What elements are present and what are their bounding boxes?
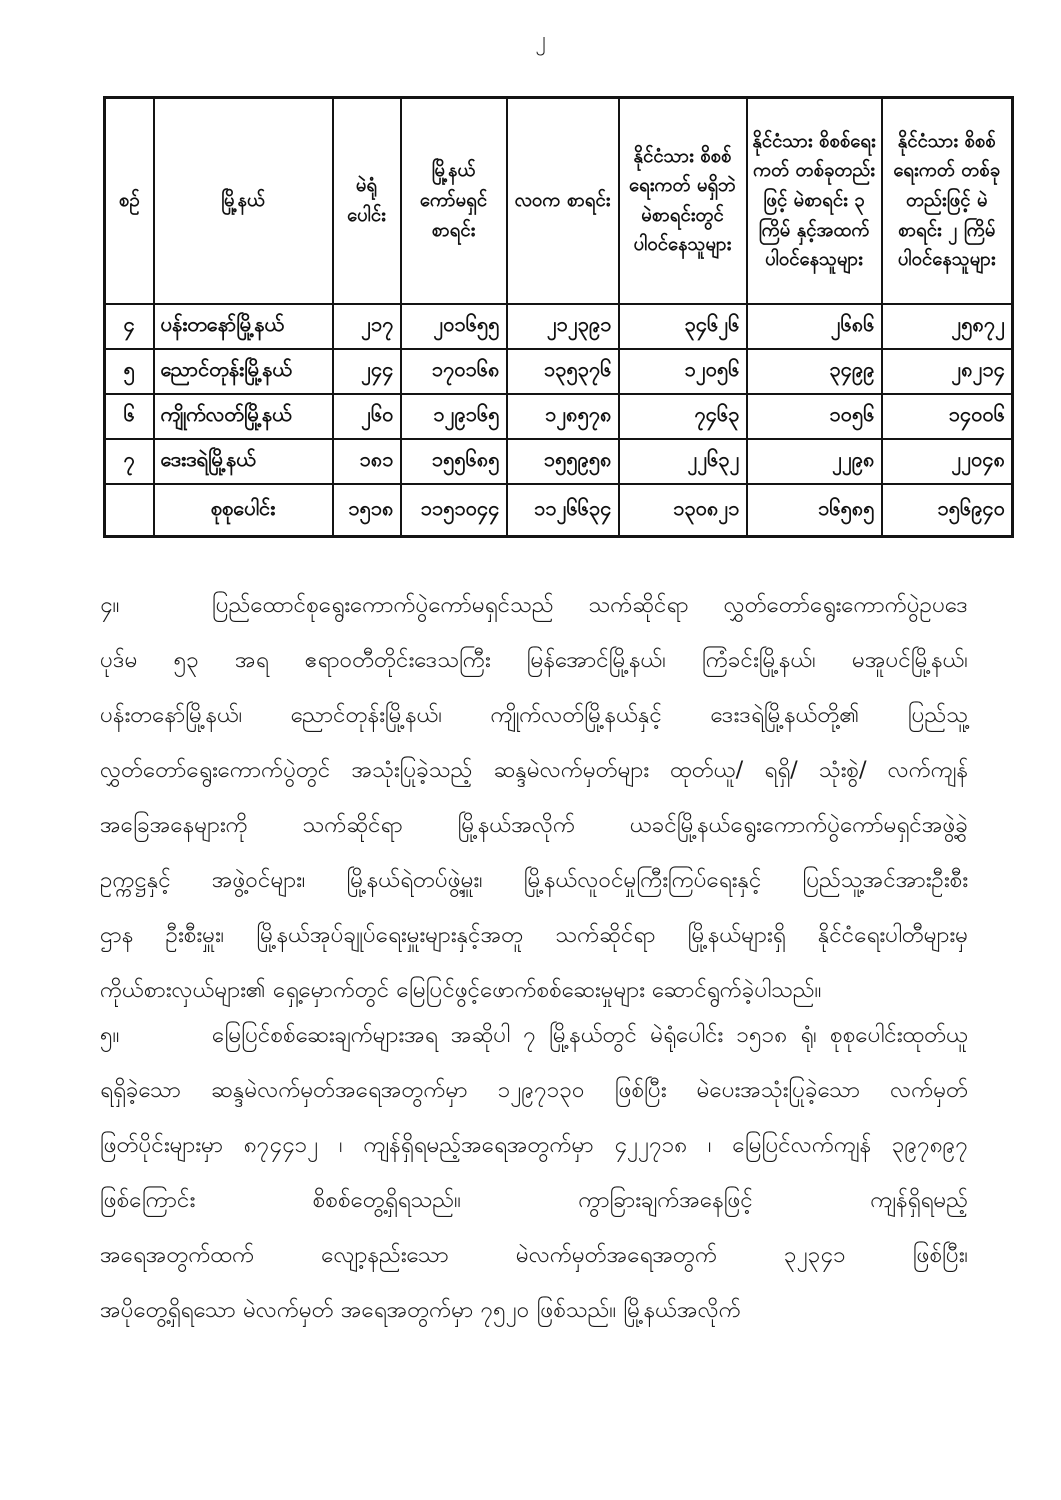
paragraph-line [100, 908, 968, 963]
paragraph-text: ဖြစ်ကြောင်း စိစစ်တွေ့ရှိရသည်။ ကွာခြားချက်အနေဖြင့် ကျန်ရှိရမည့် [100, 1187, 968, 1213]
paragraph-line [100, 688, 968, 743]
cell-stations: ၂၆၀ [333, 394, 401, 439]
cell-immigration-list: ၁၅၅၉၅၈ [507, 439, 619, 484]
cell-empty [105, 484, 154, 537]
paragraph-line [100, 1173, 968, 1228]
paragraph-text: ဥက္ကဋ္ဌနှင့် အဖွဲ့ဝင်များ၊ မြို့နယ်ရဲတပ်ဖွဲ့မှူး၊ မြို့နယ်လူဝင်မှုကြီးကြပ်ရေးနှင့် ပြည်သူ့အင်အားဦးစီး [100, 867, 968, 893]
cell-no-card: ၃၄၆၂၆ [619, 304, 747, 349]
total-card-2-times: ၁၅၆၉၄၀ [882, 484, 1013, 537]
paragraph-line [100, 853, 968, 908]
paragraph-text: ပုဒ်မ ၅၃ အရ ဧရာဝတီတိုင်းဒေသကြီး မြန်အောင်မြို့နယ်၊ ကြံခင်းမြို့နယ်၊ မအူပင်မြို့နယ်၊ [100, 647, 968, 673]
paragraph-line [100, 1228, 968, 1283]
paragraph-line [100, 633, 968, 688]
paragraph-text: မြေပြင်စစ်ဆေးချက်များအရ အဆိုပါ ၇ မြို့နယ်တွင် မဲရုံပေါင်း ၁၅၁၈ ရုံ၊ စုစုပေါင်းထုတ်ယူ [212, 1022, 968, 1048]
cell-serial: ၄ [105, 304, 154, 349]
paragraph-text: ဌာန ဦးစီးမှူး၊ မြို့နယ်အုပ်ချုပ်ရေးမှူးများနှင့်အတူ သက်ဆိုင်ရာ မြို့နယ်များရှိ နိုင်ငံရေးပါတီများမှ [100, 922, 968, 948]
table-row [105, 349, 1013, 394]
paragraph-text: ကိုယ်စားလှယ်များ၏ ရှေ့မှောက်တွင် မြေပြင်ဖွင့်ဖောက်စစ်ဆေးမှုများ ဆောင်ရွက်ခဲ့ပါသည်။ [100, 977, 822, 1003]
total-immigration-list: ၁၁၂၆၆၃၄ [507, 484, 619, 537]
cell-township: ဒေးဒရဲမြို့နယ် [154, 439, 333, 484]
paragraph-text: ပန်းတနော်မြို့နယ်၊ ညောင်တုန်းမြို့နယ်၊ ကျိုက်လတ်မြို့နယ်နှင့် ဒေးဒရဲမြို့နယ်တို့၏ ပြည်သူ့ [100, 702, 968, 728]
paragraph-text: အပိုတွေ့ရှိရသော မဲလက်မှတ် အရေအတွက်မှာ ၇၅၂၀ ဖြစ်သည်။ မြို့နယ်အလိုက် [100, 1297, 741, 1323]
paragraph-number: ၄။ [100, 592, 120, 618]
paragraph-text: လွှတ်တော်ရွေးကောက်ပွဲတွင် အသုံးပြုခဲ့သည့် ဆန္ဒမဲလက်မှတ်များ ထုတ်ယူ/ ရရှိ/ သုံးစွဲ/ လက်ကျန် [100, 757, 968, 783]
cell-card-2-times: ၂၂၀၄၈ [882, 439, 1013, 484]
cell-commission-list: ၁၂၉၁၆၅ [401, 394, 507, 439]
header-immigration-list: လဝက စာရင်း [507, 98, 619, 304]
voter-list-table [103, 96, 1014, 538]
cell-serial: ၇ [105, 439, 154, 484]
cell-card-3-times: ၂၆၈၆ [747, 304, 882, 349]
cell-no-card: ၇၄၆၃ [619, 394, 747, 439]
paragraph-4 [100, 578, 968, 1018]
total-card-3-times: ၁၆၅၈၅ [747, 484, 882, 537]
cell-card-3-times: ၃၄၉၉ [747, 349, 882, 394]
paragraph-5 [100, 1008, 968, 1338]
paragraph-text: ဖြတ်ပိုင်းများမှာ ၈၇၄၄၁၂ ၊ ကျန်ရှိရမည့်အရေအတွက်မှာ ၄၂၂၇၁၈ ၊ မြေပြင်လက်ကျန် ၃၉၇၈၉၇ [100, 1132, 968, 1158]
page-number: ၂ [535, 27, 546, 51]
paragraph-line [100, 1118, 968, 1173]
header-commission-list: မြို့နယ် ကော်မရှင် စာရင်း [401, 98, 507, 304]
header-serial: စဉ် [105, 98, 154, 304]
cell-card-3-times: ၂၂၉၈ [747, 439, 882, 484]
cell-commission-list: ၁၅၅၆၈၅ [401, 439, 507, 484]
header-polling-stations: မဲရုံ ပေါင်း [333, 98, 401, 304]
total-no-card: ၁၃၀၈၂၁ [619, 484, 747, 537]
paragraph-text: အခြေအနေများကို သက်ဆိုင်ရာ မြို့နယ်အလိုက် ယခင်မြို့နယ်ရွေးကောက်ပွဲကော်မရှင်အဖွဲ့ခွဲ [100, 812, 968, 838]
paragraph-number: ၅။ [100, 1022, 120, 1048]
cell-no-card: ၂၂၆၃၂ [619, 439, 747, 484]
header-no-nrc-card: နိုင်ငံသား စိစစ်ရေးကတ် မရှိဘဲ မဲစာရင်းတွင် ပါဝင်နေသူများ [619, 98, 747, 304]
cell-serial: ၅ [105, 349, 154, 394]
cell-card-2-times: ၂၈၂၁၄ [882, 349, 1013, 394]
table-row [105, 394, 1013, 439]
header-same-card-2-times: နိုင်ငံသား စိစစ်ရေးကတ် တစ်ခုတည်းဖြင့် မဲစာရင်း ၂ ကြိမ် ပါဝင်နေသူများ [882, 98, 1013, 304]
total-stations: ၁၅၁၈ [333, 484, 401, 537]
cell-commission-list: ၂၀၁၆၅၅ [401, 304, 507, 349]
cell-commission-list: ၁၇၀၁၆၈ [401, 349, 507, 394]
table-total-row [105, 484, 1013, 537]
paragraph-text: ရရှိခဲ့သော ဆန္ဒမဲလက်မှတ်အရေအတွက်မှာ ၁၂၉၇၁၃၀ ဖြစ်ပြီး မဲပေးအသုံးပြုခဲ့သော လက်မှတ် [100, 1077, 968, 1103]
header-township: မြို့နယ် [154, 98, 333, 304]
paragraph-line [100, 1008, 968, 1063]
total-commission-list: ၁၁၅၁၀၄၄ [401, 484, 507, 537]
cell-stations: ၂၄၄ [333, 349, 401, 394]
paragraph-line [100, 578, 968, 633]
cell-township: ကျိုက်လတ်မြို့နယ် [154, 394, 333, 439]
cell-township: ညောင်တုန်းမြို့နယ် [154, 349, 333, 394]
paragraph-text: ပြည်ထောင်စုရွေးကောက်ပွဲကော်မရှင်သည် သက်ဆိုင်ရာ လွှတ်တော်ရွေးကောက်ပွဲဥပဒေ [212, 592, 968, 618]
paragraph-line [100, 798, 968, 853]
cell-immigration-list: ၂၁၂၃၉၁ [507, 304, 619, 349]
cell-card-2-times: ၂၅၈၇၂ [882, 304, 1013, 349]
cell-stations: ၁၈၁ [333, 439, 401, 484]
paragraph-line [100, 1283, 968, 1338]
paragraph-line [100, 1063, 968, 1118]
cell-card-2-times: ၁၄၀၀၆ [882, 394, 1013, 439]
header-same-card-3-times: နိုင်ငံသား စိစစ်ရေးကတ် တစ်ခုတည်းဖြင့် မဲစာရင်း ၃ ကြိမ် နှင့်အထက် ပါဝင်နေသူများ [747, 98, 882, 304]
cell-immigration-list: ၁၂၈၅၇၈ [507, 394, 619, 439]
cell-no-card: ၁၂၀၅၆ [619, 349, 747, 394]
cell-card-3-times: ၁၀၅၆ [747, 394, 882, 439]
cell-serial: ၆ [105, 394, 154, 439]
paragraph-line [100, 743, 968, 798]
cell-township: ပန်းတနော်မြို့နယ် [154, 304, 333, 349]
table-row [105, 439, 1013, 484]
table-header-row [105, 98, 1013, 304]
paragraph-text: အရေအတွက်ထက် လျော့နည်းသော မဲလက်မှတ်အရေအတွက် ၃၂၃၄၁ ဖြစ်ပြီး၊ [100, 1242, 968, 1268]
cell-immigration-list: ၁၃၅၃၇၆ [507, 349, 619, 394]
table-row [105, 304, 1013, 349]
cell-stations: ၂၁၇ [333, 304, 401, 349]
total-label: စုစုပေါင်း [154, 484, 333, 537]
